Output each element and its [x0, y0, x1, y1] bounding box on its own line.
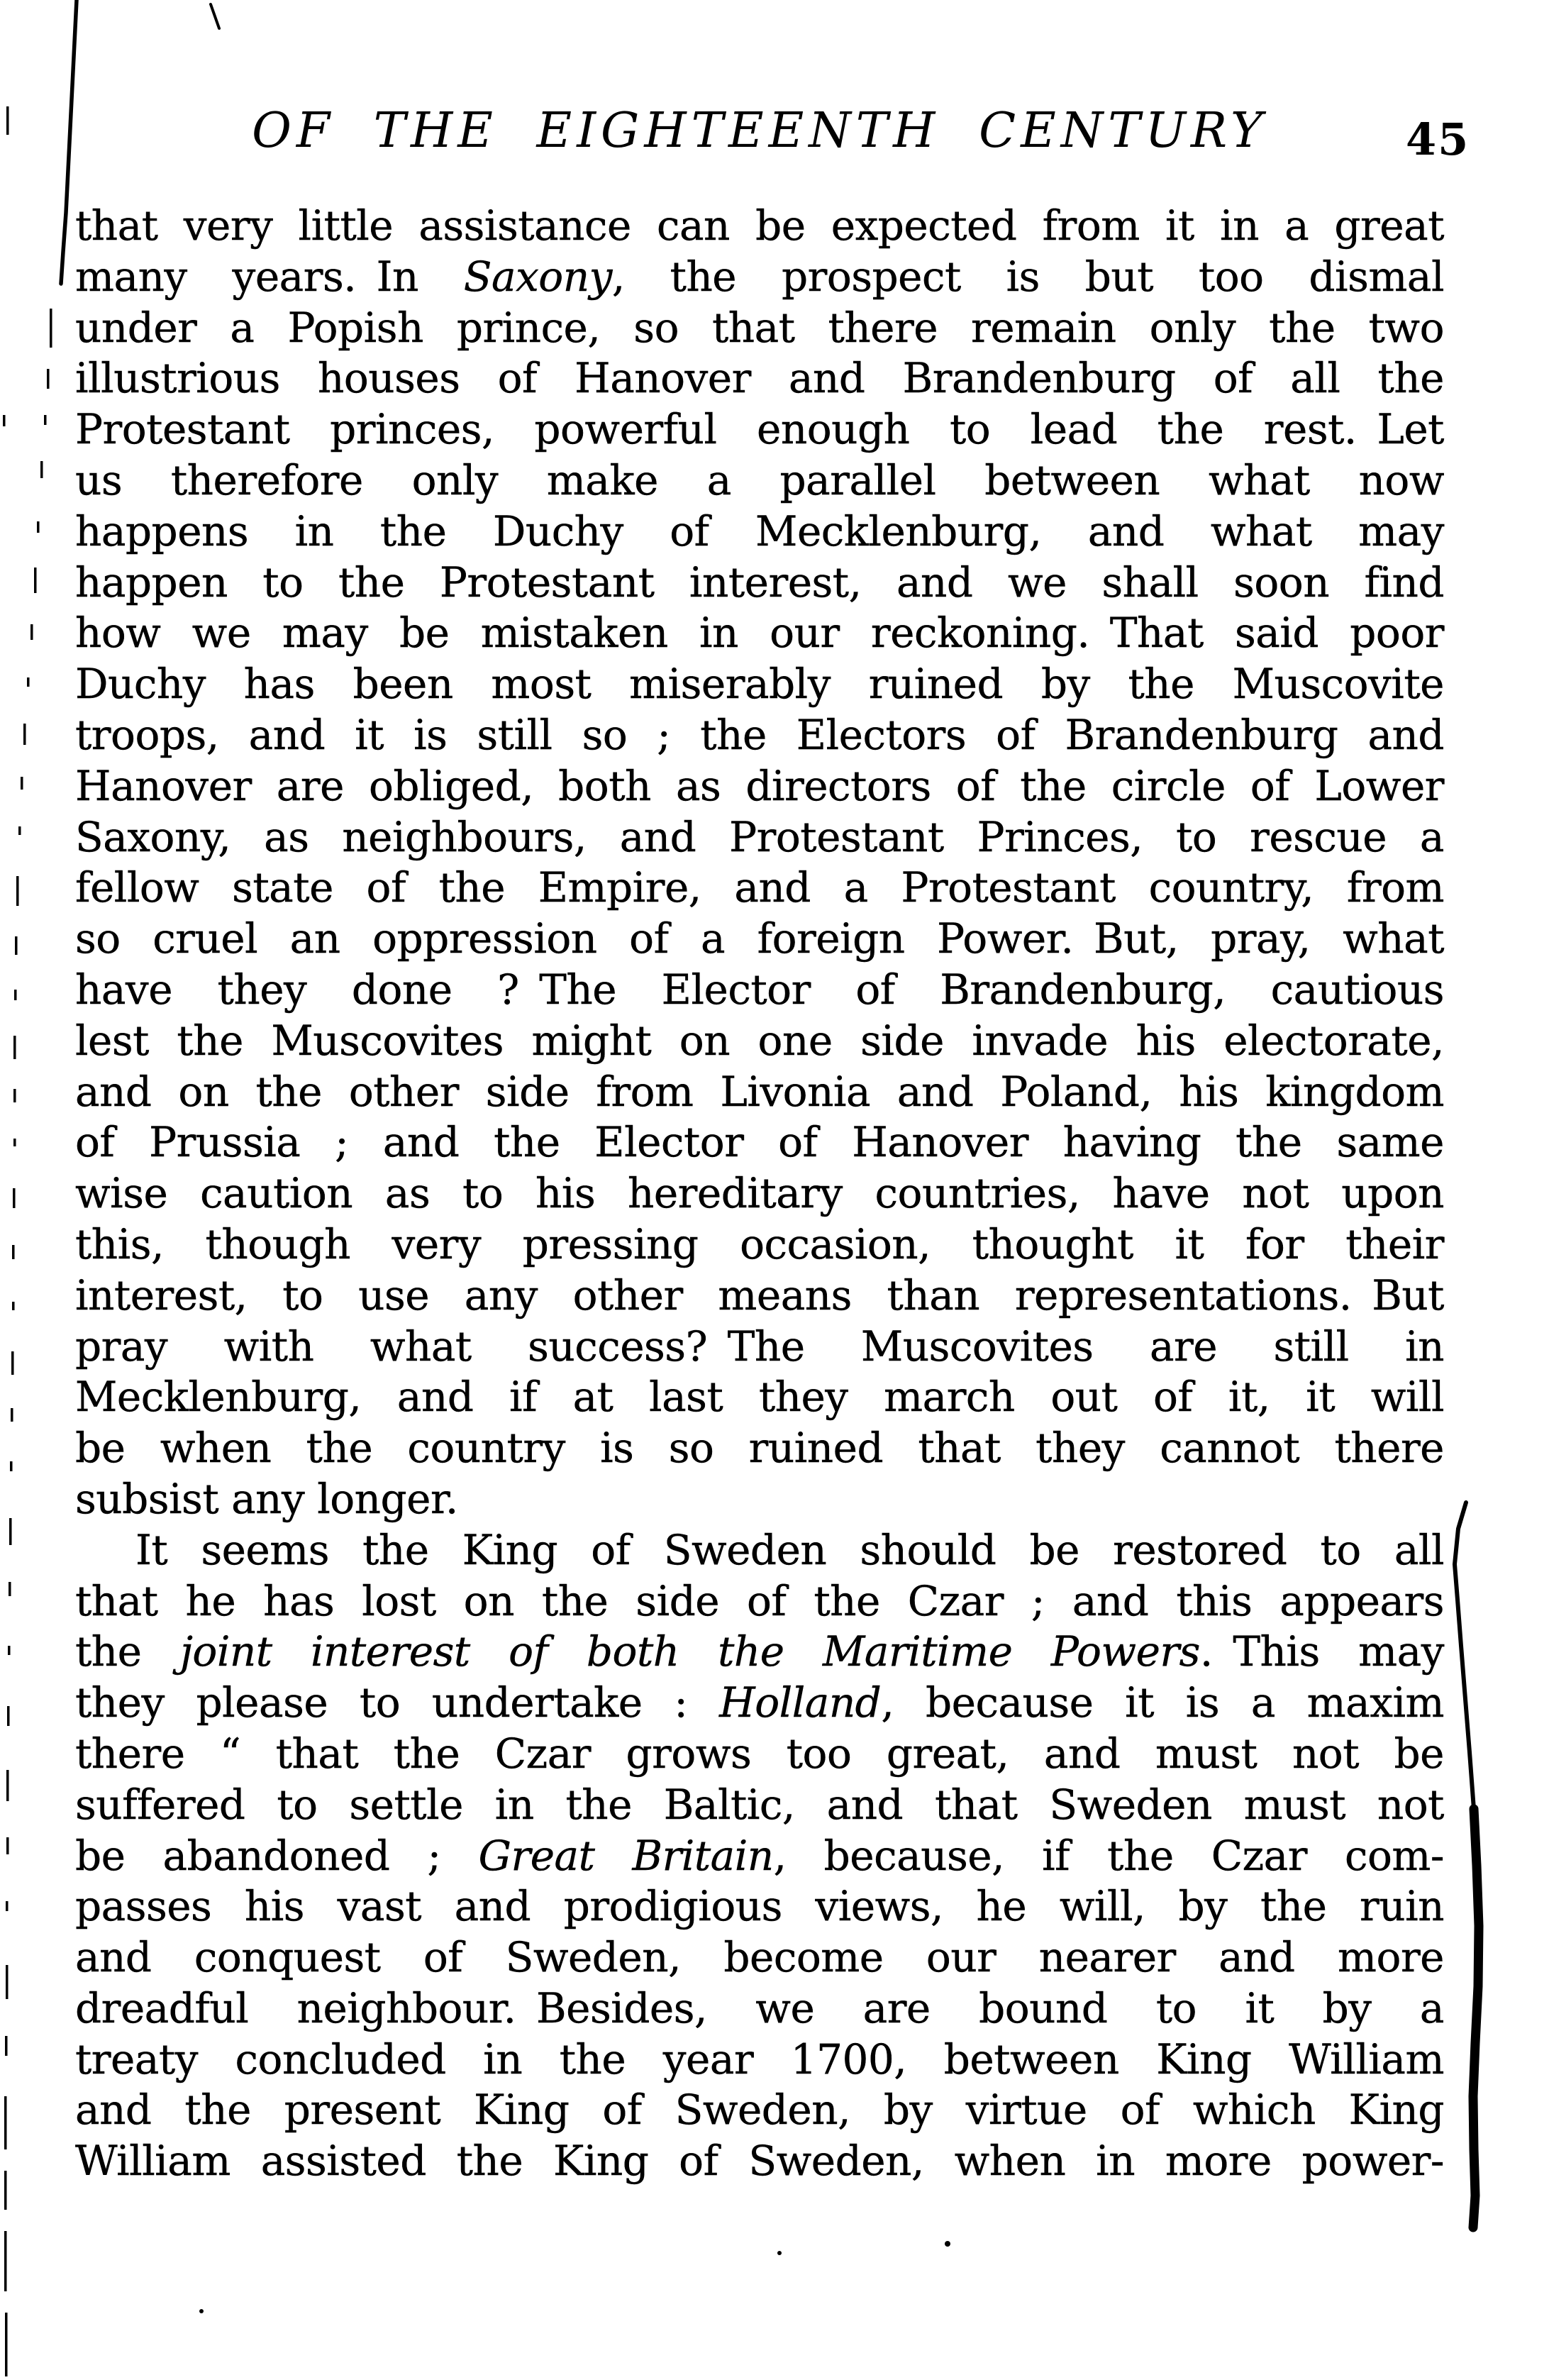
margin-dash-artifact [13, 1036, 16, 1059]
margin-dash-artifact [34, 568, 37, 593]
italic-text-segment: joint interest of both the Maritime Powers [179, 1627, 1200, 1676]
text-segment: us therefore only make a parallel between what now [75, 455, 1444, 504]
margin-dash-artifact [11, 1408, 13, 1422]
text-line [75, 1881, 1444, 1932]
margin-dash-artifact [13, 1139, 16, 1146]
margin-dash-artifact [16, 876, 19, 906]
italic-text-segment: Holland [719, 1678, 882, 1727]
italic-text-segment: Great Britain [478, 1831, 774, 1880]
text-line [75, 812, 1444, 863]
text-segment: pray with what success? The Muscovites are still in [75, 1322, 1444, 1371]
margin-dash-artifact [8, 1646, 11, 1655]
text-line [75, 252, 1444, 303]
page-number: 45 [1406, 114, 1470, 165]
text-segment: be abandoned ; [75, 1831, 479, 1880]
margin-dash-artifact [23, 724, 26, 745]
margin-dash-artifact [14, 990, 17, 1000]
text-line [75, 558, 1444, 609]
body-text [75, 201, 1444, 2187]
text-segment: suffered to settle in the Baltic, and that Sweden must not [75, 1780, 1444, 1829]
margin-dash-artifact [10, 1461, 13, 1471]
margin-dash-artifact [6, 1837, 9, 1854]
text-line [75, 1983, 1444, 2035]
text-line [75, 1729, 1444, 1780]
text-line [75, 1474, 1444, 1525]
text-segment: Mecklenburg, and if at last they march out of it, it will [75, 1373, 1444, 1422]
text-segment: Saxony, as neighbours, and Protestant Princes, to rescue a [75, 812, 1444, 861]
text-line [75, 1117, 1444, 1168]
text-segment: the [75, 1627, 180, 1676]
binding-line-artifact [61, 0, 77, 284]
margin-dash-artifact [30, 624, 33, 640]
text-line [75, 353, 1444, 404]
text-line [75, 303, 1444, 354]
margin-dash-artifact [4, 2171, 7, 2210]
margin-dash-artifact [12, 1245, 15, 1259]
text-line [75, 761, 1444, 812]
text-segment: It seems the King of Sweden should be restored to all [135, 1525, 1444, 1574]
text-line [75, 1576, 1444, 1627]
text-line [75, 404, 1444, 455]
text-segment: how we may be mistaken in our reckoning. That said poor [75, 609, 1444, 658]
text-segment: William assisted the King of Sweden, when in more power- [75, 2137, 1444, 2186]
text-segment: be when the country is so ruined that they cannot there [75, 1424, 1444, 1473]
margin-dash-artifact [5, 2313, 8, 2376]
margin-dash-artifact [13, 1188, 16, 1208]
text-segment: and conquest of Sweden, become our nearer and more [75, 1933, 1444, 1982]
text-line [75, 1831, 1444, 1882]
text-line [75, 2035, 1444, 2086]
text-segment: , the prospect is but too dismal [611, 252, 1444, 301]
text-segment: Protestant princes, powerful enough to lead the rest. Let [75, 405, 1444, 454]
text-segment: illustrious houses of Hanover and Brandenburg of all the [75, 354, 1444, 403]
text-line [75, 1067, 1444, 1118]
margin-dash-artifact [12, 1302, 15, 1310]
margin-dash-artifact [9, 1518, 12, 1545]
text-segment: interest, to use any other means than representations. But [75, 1271, 1444, 1319]
text-line [75, 1423, 1444, 1474]
margin-dash-artifact [13, 1089, 16, 1102]
margin-dash-artifact [47, 369, 50, 389]
text-line [75, 2085, 1444, 2136]
text-line [75, 2136, 1444, 2187]
margin-dash-artifact [50, 309, 52, 348]
text-segment: of Prussia ; and the Elector of Hanover having the same [75, 1118, 1444, 1167]
text-segment: happen to the Protestant interest, and we shall soon find [75, 558, 1444, 607]
text-segment: . This may [1199, 1627, 1444, 1676]
text-segment: , because it is a maxim [881, 1678, 1444, 1727]
text-segment: that very little assistance can be expected from it in a great [75, 201, 1444, 250]
margin-dash-artifact [6, 1901, 9, 1911]
text-segment: have they done ? The Elector of Brandenburg, cautious [75, 965, 1444, 1014]
text-line [75, 1780, 1444, 1831]
pen-stroke-margin-mark [1455, 1502, 1479, 2227]
text-line [75, 1219, 1444, 1271]
margin-dash-artifact [6, 106, 9, 135]
text-segment: wise caution as to his hereditary countries, have not upon [75, 1169, 1444, 1218]
text-line [75, 1271, 1444, 1322]
text-line [75, 201, 1444, 252]
text-line [75, 914, 1444, 965]
text-line [75, 608, 1444, 659]
margin-dash-artifact [40, 461, 43, 478]
margin-dash-artifact [44, 415, 47, 425]
text-segment: under a Popish prince, so that there remain only the two [75, 303, 1444, 352]
text-segment: lest the Muscovites might on one side invade his electorate, [75, 1016, 1444, 1065]
ink-speck-artifact [777, 2251, 782, 2255]
margin-dash-artifact [11, 1351, 14, 1375]
text-segment: Duchy has been most miserably ruined by the Muscovite [75, 660, 1444, 709]
text-line [75, 965, 1444, 1016]
text-segment: many years. In [75, 252, 464, 301]
margin-dash-artifact [15, 936, 18, 955]
text-line [75, 507, 1444, 558]
text-segment: happens in the Duchy of Mecklenburg, and what may [75, 507, 1444, 555]
text-line [75, 1627, 1444, 1678]
text-segment: passes his vast and prodigious views, he will, by the ruin [75, 1882, 1444, 1931]
margin-dash-artifact [6, 1770, 9, 1801]
text-segment: subsist any longer. [75, 1474, 458, 1523]
text-segment: troops, and it is still so ; the Electors of Brandenburg and [75, 710, 1444, 759]
text-line [75, 1932, 1444, 1983]
text-segment: this, though very pressing occasion, thought it for their [75, 1219, 1444, 1268]
text-segment: that he has lost on the side of the Czar ; and this appears [75, 1576, 1444, 1625]
margin-dash-artifact [5, 2036, 8, 2056]
text-line [75, 1525, 1444, 1576]
margin-dash-artifact [6, 1965, 9, 1999]
text-segment: and the present King of Sweden, by virtue of which King [75, 2086, 1444, 2135]
text-segment: and on the other side from Livonia and Poland, his kingdom [75, 1067, 1444, 1116]
margin-dash-artifact [4, 2231, 7, 2291]
text-segment: they please to undertake : [75, 1678, 720, 1727]
pen-stroke-margin-mark [1473, 1809, 1479, 2227]
text-segment: there “ that the Czar grows too great, and must not be [75, 1729, 1444, 1778]
text-segment: Hanover are obliged, both as directors of the circle of Lower [75, 761, 1444, 810]
text-line [75, 710, 1444, 761]
text-line [75, 863, 1444, 914]
text-segment: so cruel an oppression of a foreign Power. But, pray, what [75, 914, 1444, 963]
text-line [75, 1016, 1444, 1067]
margin-dash-artifact [7, 1706, 10, 1726]
text-line [75, 1678, 1444, 1729]
margin-dash-artifact [18, 826, 21, 835]
text-line [75, 1322, 1444, 1373]
italic-text-segment: Saxony [463, 252, 612, 301]
margin-dash-artifact [3, 415, 6, 426]
text-line [75, 1372, 1444, 1423]
margin-dash-artifact [27, 677, 30, 687]
margin-dash-artifact [21, 777, 23, 790]
text-segment: , because, if the Czar com- [773, 1831, 1444, 1880]
ink-speck-artifact [945, 2241, 950, 2247]
margin-dash-artifact [37, 521, 40, 533]
margin-dash-artifact [4, 2096, 7, 2149]
text-segment: fellow state of the Empire, and a Protestant country, from [75, 863, 1444, 912]
text-line [75, 1168, 1444, 1219]
ink-speck-artifact [199, 2309, 204, 2313]
text-segment: dreadful neighbour. Besides, we are bound to it by a [75, 1983, 1444, 2032]
margin-dash-artifact [9, 1582, 11, 1596]
text-segment: treaty concluded in the year 1700, between King William [75, 2035, 1444, 2083]
text-line [75, 659, 1444, 710]
running-title: OF THE EIGHTEENTH CENTURY [252, 103, 1267, 159]
text-line [75, 455, 1444, 507]
stray-mark-artifact [211, 4, 219, 28]
